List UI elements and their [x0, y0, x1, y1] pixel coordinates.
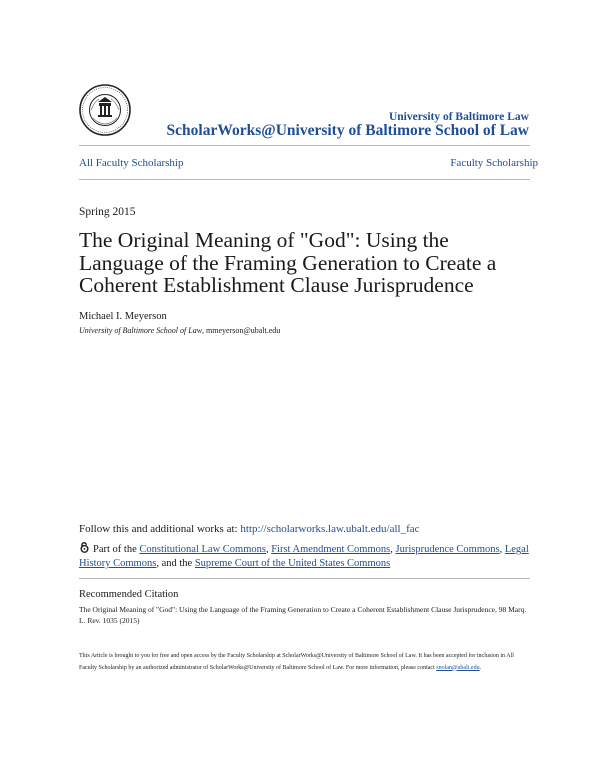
separator: , — [265, 544, 272, 555]
affiliation-name: University of Baltimore School of Law — [79, 326, 203, 335]
part-of-commons — [79, 542, 539, 571]
open-access-icon — [79, 542, 90, 553]
author-affiliation — [79, 326, 280, 335]
repository-title[interactable]: ScholarWorks@University of Baltimore School of Law — [166, 122, 529, 139]
all-faculty-scholarship-link[interactable]: All Faculty Scholarship — [79, 157, 184, 169]
recommended-citation-text: The Original Meaning of "God": Using the Language of the Framing Generation to Create a Coherent Establishment Clause Jurisprudence, 98 Marq. L. Rev. 1035 (2015) — [79, 605, 527, 625]
jurisprudence-commons-link[interactable]: Jurisprudence Commons — [395, 544, 500, 555]
citation-divider — [79, 578, 530, 579]
author-name: Michael I. Meyerson — [79, 311, 167, 322]
repository-url-link[interactable]: http://scholarworks.law.ubalt.edu/all_fac — [240, 523, 420, 535]
legal-history-commons-link[interactable]: Legal History Commons — [79, 544, 529, 569]
follow-line — [79, 523, 420, 535]
contact-email-link[interactable]: snolan@ubalt.edu — [436, 664, 480, 671]
faculty-scholarship-link[interactable]: Faculty Scholarship — [450, 157, 538, 169]
nav-divider — [79, 179, 530, 180]
title-line-2: Language of the Framing Generation to Create a — [79, 250, 497, 275]
header-divider — [79, 145, 530, 146]
org-subtitle: University of Baltimore Law — [388, 111, 529, 123]
publication-date: Spring 2015 — [79, 206, 136, 218]
part-of-prefix: Part of the — [93, 544, 140, 555]
follow-prefix: Follow this and additional works at: — [79, 523, 241, 535]
separator: , — [499, 544, 505, 555]
author-email: , mmeyerson@ubalt.edu — [202, 326, 281, 335]
access-statement — [79, 651, 531, 674]
separator-and: , and the — [156, 558, 195, 569]
title-line-3: Coherent Establishment Clause Jurisprudence — [79, 273, 474, 297]
supreme-court-commons-link[interactable]: Supreme Court of the United States Commons — [194, 558, 391, 569]
university-seal-icon — [79, 84, 131, 136]
access-statement-text: This Article is brought to you for free and open access by the Faculty Scholarship at ScholarWorks@University of Baltimore School of Law. It has been accepted for inclusion in All Faculty Scholarship by an authorized administrator of ScholarWorks@University of Baltimore School of Law. For more information, please contact — [79, 653, 514, 671]
separator: , — [390, 544, 396, 555]
first-amendment-commons-link[interactable]: First Amendment Commons — [271, 544, 391, 555]
title-line-1: The Original Meaning of "God": Using the — [79, 228, 449, 252]
access-statement-suffix: . — [479, 664, 482, 671]
article-title — [79, 229, 529, 297]
recommended-citation-heading: Recommended Citation — [79, 589, 179, 600]
constitutional-law-commons-link[interactable]: Constitutional Law Commons — [139, 544, 266, 555]
